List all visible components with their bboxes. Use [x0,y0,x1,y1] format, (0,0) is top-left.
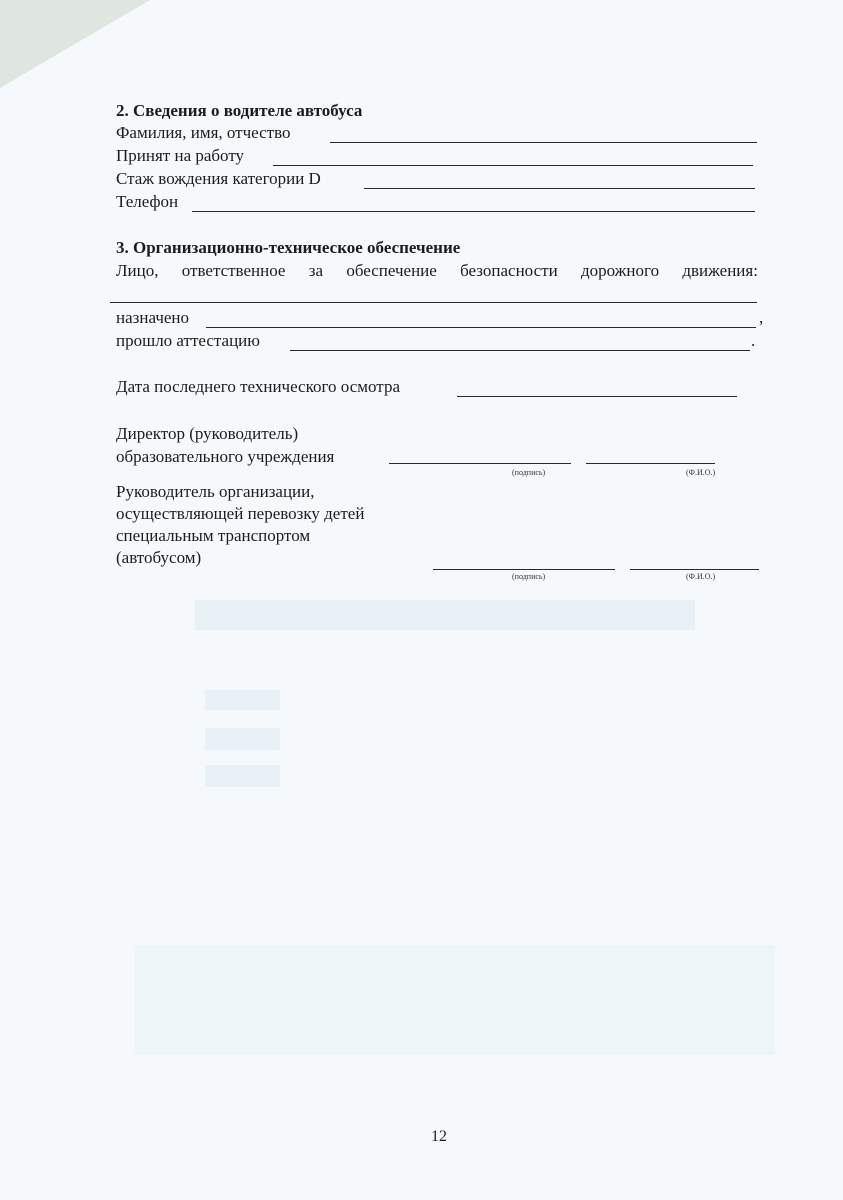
word: за [308,261,324,280]
page-number: 12 [431,1128,447,1145]
attested-label: прошло аттестацию [116,331,260,350]
word: ответственное [181,261,286,280]
director-name-caption: (Ф.И.О.) [686,468,716,477]
responsible-person-label [116,260,758,282]
director-signature-caption: (подпись) [512,468,546,477]
appointed-blank-line [206,327,756,328]
director-label-line1: Директор (руководитель) [116,424,299,443]
word: дорожного [580,261,660,280]
head-name-caption: (Ф.И.О.) [686,572,716,581]
full-name-blank-line [330,142,757,143]
appointed-comma: , [759,308,764,327]
head-label-line4: (автобусом) [116,548,202,567]
folded-corner [0,0,150,88]
driving-experience-blank-line [364,188,755,189]
director-label-line2: образовательного учреждения [116,447,335,466]
field-label-phone: Телефон [116,192,179,211]
head-signature-caption: (подпись) [512,572,546,581]
responsible-person-blank-line [110,302,757,303]
attested-blank-line [290,350,750,351]
head-name-line [630,569,759,570]
field-label-hired: Принят на работу [116,146,245,165]
section-3-heading: 3. Организационно-техническое обеспечение [116,238,461,257]
head-signature-line [433,569,615,570]
bleed-through-shadow [205,765,280,787]
inspection-date-blank-line [457,396,737,397]
inspection-date-label: Дата последнего технического осмотра [116,377,400,396]
phone-blank-line [192,211,755,212]
bleed-through-shadow [205,690,280,710]
bleed-through-shadow [195,600,695,630]
field-label-full-name: Фамилия, имя, отчество [116,123,291,142]
section-2-heading: 2. Сведения о водителе автобуса [116,101,363,120]
bleed-through-shadow [135,945,775,1055]
field-label-driving-experience: Стаж вождения категории D [116,169,321,188]
head-label-line2: осуществляющей перевозку детей [116,504,365,523]
director-signature-line [389,463,571,464]
appointed-label: назначено [116,308,190,327]
head-label-line1: Руководитель организации, [116,482,315,501]
word: Лицо, [116,261,159,280]
attested-period: . [751,331,756,350]
word: обеспечение [346,261,437,280]
bleed-through-shadow [205,728,280,750]
word: безопасности [460,261,558,280]
head-label-line3: специальным транспортом [116,526,311,545]
word: движения: [682,261,758,280]
hired-blank-line [273,165,753,166]
director-name-line [586,463,715,464]
